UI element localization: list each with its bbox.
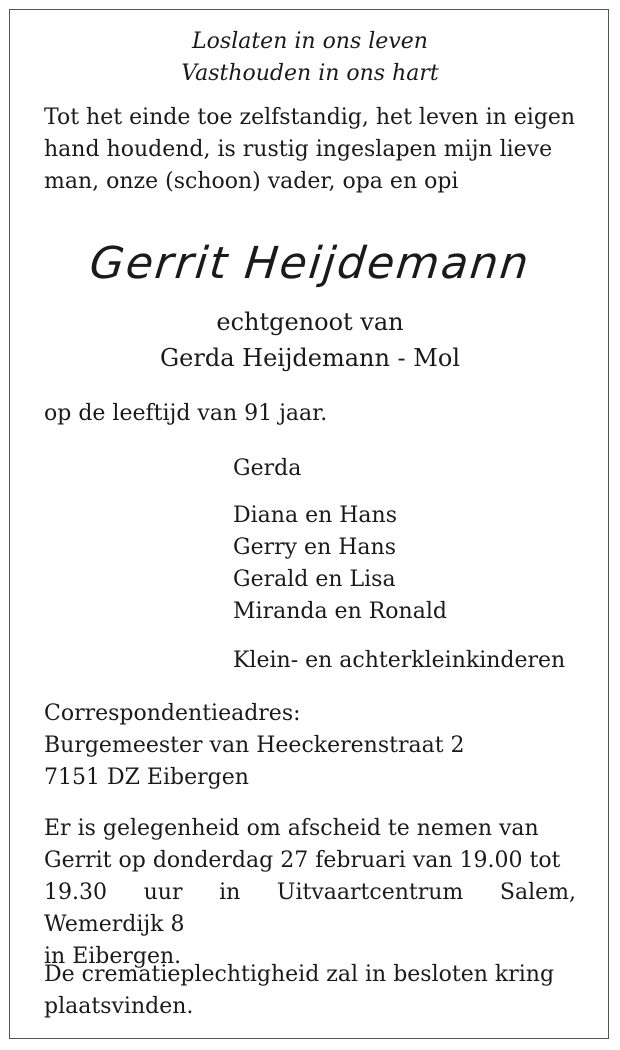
cremation-line: plaatsvinden. <box>44 994 194 1019</box>
family-child: Diana en Hans <box>233 503 398 528</box>
age-text: op de leeftijd van 91 jaar. <box>44 401 328 426</box>
farewell-line: Gerrit op donderdag 27 februari van 19.00 tot <box>44 848 561 873</box>
intro-line: hand houdend, is rustig ingeslapen mijn lieve <box>44 137 553 162</box>
intro-text <box>44 102 576 198</box>
deceased-name: Gerrit Heijdemann <box>87 238 533 289</box>
correspondence-address <box>44 698 576 794</box>
cremation-line: De crematieplechtigheid zal in besloten kring <box>44 962 555 987</box>
motto-line-2: Vasthouden in ons hart <box>181 61 439 86</box>
spouse-name: Gerda Heijdemann - Mol <box>159 344 460 372</box>
correspondence-city: 7151 DZ Eibergen <box>44 765 249 790</box>
farewell-line: 19.30 uur in Uitvaartcentrum Salem, Wemerdijk 8 <box>44 880 576 937</box>
farewell-line: in Eibergen. <box>44 944 182 969</box>
family-spouse: Gerda <box>233 456 302 481</box>
motto-line-1: Loslaten in ons leven <box>192 29 428 54</box>
intro-line: Tot het einde toe zelfstandig, het leven in eigen <box>44 105 576 130</box>
farewell-text <box>44 813 576 973</box>
cremation-text <box>44 959 576 1023</box>
farewell-line: Er is gelegenheid om afscheid te nemen van <box>44 816 539 841</box>
family-grandchildren: Klein- en achterkleinkinderen <box>233 648 566 673</box>
correspondence-label: Correspondentieadres: <box>44 701 301 726</box>
spouse-label: echtgenoot van <box>216 308 404 336</box>
intro-line: man, onze (schoon) vader, opa en opi <box>44 169 459 194</box>
family-child: Miranda en Ronald <box>233 599 447 624</box>
family-child: Gerald en Lisa <box>233 567 396 592</box>
correspondence-street: Burgemeester van Heeckerenstraat 2 <box>44 733 465 758</box>
family-child: Gerry en Hans <box>233 535 396 560</box>
